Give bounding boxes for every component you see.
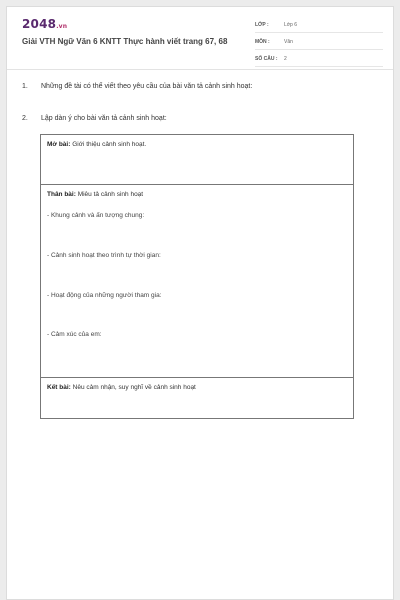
meta-row-class <box>255 17 383 33</box>
meta-row-subject <box>255 34 383 50</box>
bullet-item: - Cảm xúc của em: <box>47 331 102 338</box>
question-number: 1. <box>22 83 28 90</box>
logo-suffix: .vn <box>56 23 68 30</box>
meta-key: SỐ CÂU : <box>255 55 278 62</box>
section-mo-bai <box>41 135 353 184</box>
section-label: Thân bài: <box>47 191 76 198</box>
section-label: Kết bài: <box>47 384 71 391</box>
question-text: Lập dàn ý cho bài văn tả cảnh sinh hoạt: <box>41 115 167 122</box>
section-ket-bai <box>41 377 353 418</box>
meta-key: MÔN : <box>255 38 270 45</box>
logo-main: 2048 <box>22 17 57 31</box>
section-text <box>47 384 196 391</box>
section-text <box>47 141 146 148</box>
section-content: Miêu tả cảnh sinh hoạt <box>75 191 144 198</box>
question-number: 2. <box>22 115 28 122</box>
section-text <box>47 191 143 198</box>
meta-value: Văn <box>284 38 293 45</box>
page-header <box>7 7 393 70</box>
section-content: Nêu cảm nhận, suy nghĩ về cảnh sinh hoạt <box>70 384 196 391</box>
worksheet-page <box>6 6 394 600</box>
site-logo[interactable] <box>22 17 67 31</box>
meta-value: Lớp 6 <box>284 21 298 28</box>
question-1 <box>22 83 252 90</box>
outline-table <box>40 134 354 419</box>
section-label: Mở bài: <box>47 141 71 148</box>
section-content: Giới thiệu cảnh sinh hoạt. <box>70 141 147 148</box>
meta-value: 2 <box>284 55 287 62</box>
bullet-item: - Cảnh sinh hoạt theo trình tự thời gian: <box>47 252 161 259</box>
bullet-item: - Hoạt động của những người tham gia: <box>47 292 162 299</box>
meta-info <box>255 17 383 68</box>
bullet-item: - Khung cảnh và ấn tượng chung: <box>47 212 145 219</box>
question-2 <box>22 115 167 122</box>
document-title: Giải VTH Ngữ Văn 6 KNTT Thực hành viết trang 67, 68 <box>22 37 228 46</box>
section-than-bai <box>41 184 353 377</box>
meta-row-question-count <box>255 51 383 67</box>
meta-key: LỚP : <box>255 21 269 28</box>
question-text: Những đề tài có thể viết theo yêu cầu của bài văn tả cảnh sinh hoạt: <box>41 83 253 90</box>
